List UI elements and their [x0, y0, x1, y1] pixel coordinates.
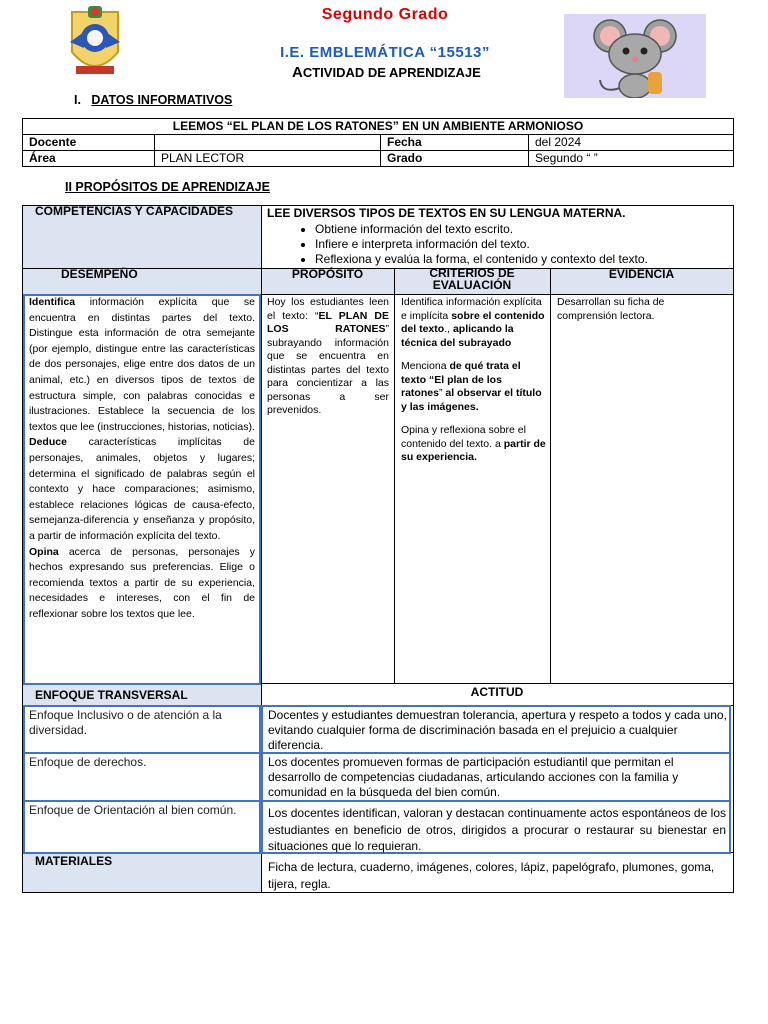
enfoque-actitud: Los docentes identifican, valoran y destacan continuamente actos espontáneos de los estudiantes en beneficio de otros, dirigidos a procurar o restaurar su bienestar en situaciones que lo requieran. [268, 806, 726, 853]
desempeno-p1-text: información explícita que se encuentra en distintas partes del texto. Distingue esta información de otra semejante (por ejemplo, distingue entre las características de dos personajes, elige entre dos datos de un animal, etc.) en diversos tipos de textos de estructura simple, con palabras conocidas e ilustraciones. Establece la secuencia de los textos que lee (instrucciones, historias, noticias). [29, 296, 255, 433]
mouse-illustration [564, 14, 706, 98]
enfoque-actitud: Docentes y estudiantes demuestran tolerancia, apertura y respeto a todos y cada uno, evitando cualquier forma de discriminación basada en el prejuicio a cualquier diferencia. [268, 708, 727, 752]
criterio-item [401, 424, 546, 465]
mouse-icon [564, 14, 706, 98]
capacidad-item: • Infiere e interpreta información del texto. [315, 237, 733, 252]
school-name: I.E. EMBLEMÁTICA “15513” [280, 44, 490, 61]
criterio-part: ” [438, 387, 446, 399]
proposito-story-title: EL PLAN DE LOS RATONES [267, 309, 390, 335]
desempeno-p3-text: acerca de personas, personajes y hechos expresando sus preferencias. Elige o recomienda textos a partir de su experiencia, necesidades e intereses, con el fin de reflexionar sobre los textos que lee. [29, 545, 255, 620]
criterio-part: aplicando la técnica del subrayado [401, 323, 514, 349]
desempeno-p3-verb: Opina [29, 545, 59, 558]
evidencia-text: Desarrollan su ficha de comprensión lectora. [557, 296, 665, 322]
enfoque-name: Enfoque Inclusivo o de atención a la diversidad. [29, 708, 222, 737]
docente-label: Docente [23, 135, 155, 151]
activity-title [292, 64, 481, 81]
criterio-part: sobre el contenido del texto [401, 309, 545, 335]
desempeno-p1-verb: Identifica [29, 296, 76, 308]
propositos-table [22, 205, 734, 893]
enfoque-label: ENFOQUE TRANSVERSAL [35, 688, 188, 702]
capacidades-list [267, 222, 733, 267]
proposito-text [267, 296, 389, 418]
competencia-block [267, 206, 733, 267]
criterio-item [401, 296, 546, 350]
docente-value [155, 135, 381, 151]
criterio-item [401, 360, 546, 414]
fecha-value: del 2024 [529, 135, 734, 151]
section-propositos: II PROPÓSITOS DE APRENDIZAJE [65, 180, 270, 194]
desempeno-p2-text: características implícitas de personajes, animales, objetos y lugares; determina el significado de palabras según el contexto y hace comparaciones; asimismo, establece relaciones lógicas de causa-efecto, semejanza-diferencia y enseñanza y propósito, a partir de información explícita del texto. [29, 436, 255, 542]
proposito-part: ” subrayando información que se encuentra en distintas partes del texto para concientizar a las personas a ser prevenidos. [267, 323, 389, 416]
fecha-label: Fecha [381, 135, 529, 151]
desempeno-p2-verb: Deduce [29, 436, 67, 449]
grado-value: Segundo “ ” [529, 151, 734, 167]
competencia-title: LEE DIVERSOS TIPOS DE TEXTOS EN SU LENGUA MATERNA. [267, 206, 626, 220]
evidencia-header: EVIDENCIA [608, 267, 675, 281]
capacidad-item: • Obtiene información del texto escrito. [315, 222, 733, 237]
section-number: I. [74, 93, 81, 107]
criterio-part: Opina y reflexiona sobre el contenido del texto. a [401, 424, 526, 450]
section-datos-informativos [74, 93, 232, 107]
section-title: DATOS INFORMATIVOS [91, 93, 233, 107]
enfoque-name: Enfoque de derechos. [29, 755, 147, 769]
desempeno-text [29, 295, 255, 622]
enfoque-name: Enfoque de Orientación al bien común. [29, 803, 237, 817]
materiales-label: MATERIALES [35, 854, 113, 868]
grado-label: Grado [381, 151, 529, 167]
capacidad-item: • Reflexiona y evalúa la forma, el contenido y contexto del texto. [315, 252, 733, 267]
enfoque-actitud: Los docentes promueven formas de participación estudiantil que permitan el desarrollo de competencias ciudadanas, articulando acciones con la familia y comunidad en la búsqueda del bien común. [268, 755, 679, 799]
school-emblem-logo [64, 2, 126, 80]
criterio-part: partir de su experiencia. [401, 437, 546, 463]
grid-line [550, 268, 551, 683]
desempeno-header: DESEMPEÑO [61, 267, 138, 281]
criterios-text [401, 296, 546, 475]
info-table [22, 118, 734, 167]
proposito-header: PROPÓSITO [291, 267, 364, 281]
criterios-header: CRITERIOS DE EVALUACIÓN [429, 266, 515, 292]
activity-title-rest: CTIVIDAD DE APRENDIZAJE [302, 65, 481, 80]
activity-title-initial: A [292, 64, 303, 81]
proposito-part: Hoy los estudiantes leen el texto: “ [267, 296, 389, 322]
grid-line [394, 268, 395, 683]
grade-title: Segundo Grado [321, 6, 449, 23]
criterio-part: de qué trata el texto “El plan de los ratones [401, 360, 521, 399]
criterio-part: Identifica información explícita e implícita [401, 296, 542, 322]
area-label: Área [23, 151, 155, 167]
criterio-part: al observar el título y las imágenes. [401, 387, 542, 413]
materiales-text: Ficha de lectura, cuaderno, imágenes, colores, lápiz, papelógrafo, plumones, goma, tijera, regla. [268, 860, 715, 891]
criterio-part: ., [444, 323, 453, 335]
actitud-label: ACTITUD [470, 685, 524, 699]
activity-name: LEEMOS “EL PLAN DE LOS RATONES” EN UN AMBIENTE ARMONIOSO [23, 119, 734, 135]
competencias-label: COMPETENCIAS Y CAPACIDADES [35, 204, 234, 218]
criterio-part: Menciona [401, 360, 450, 372]
area-value: PLAN LECTOR [155, 151, 381, 167]
